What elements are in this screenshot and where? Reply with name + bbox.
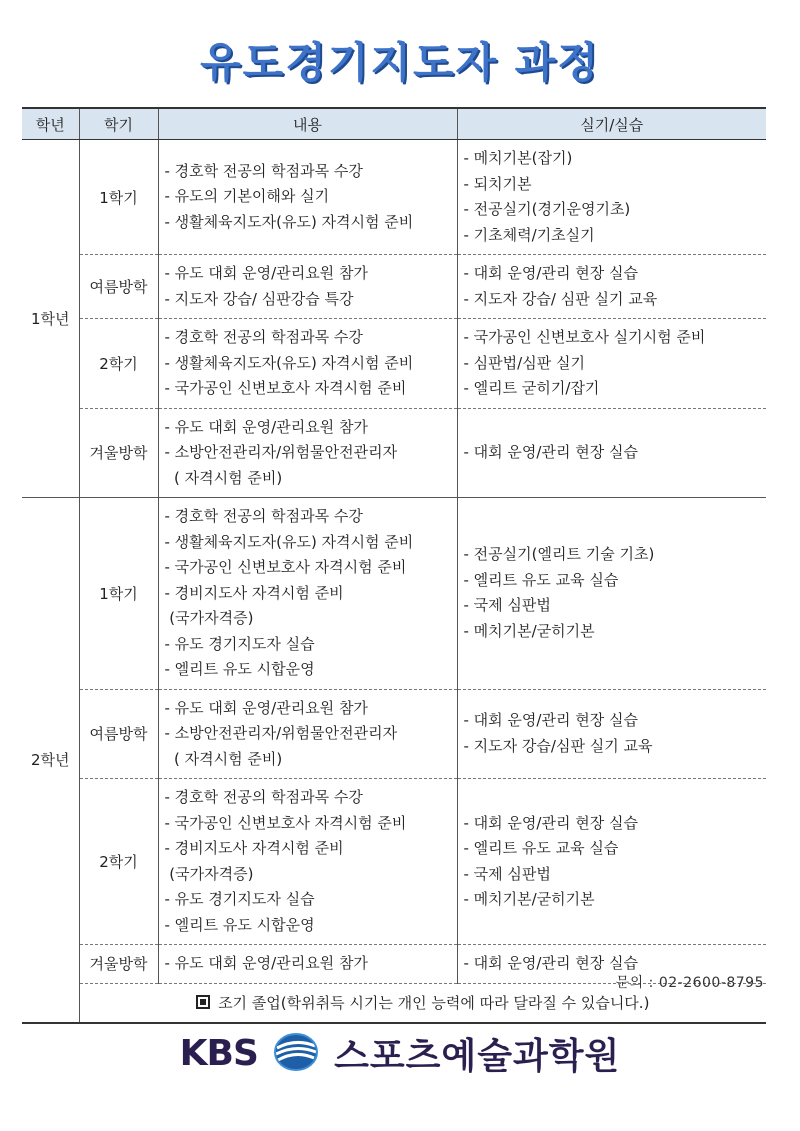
- item-list: [458, 140, 767, 254]
- table-row: [22, 689, 766, 779]
- footer-logo: [0, 1028, 800, 1079]
- table-header-row: [22, 108, 766, 140]
- list-item: - 경비지도사 자격시험 준비: [164, 583, 344, 602]
- list-item: - 유도의 기본이해와 실기: [164, 187, 330, 206]
- list-item: - 생활체육지도자(유도) 자격시험 준비: [164, 353, 414, 372]
- list-item: - 경호학 전공의 학점과목 수강: [164, 507, 363, 525]
- list-item: - 경호학 전공의 학점과목 수강: [164, 328, 363, 346]
- list-item: - 생활체육지도자(유도) 자격시험 준비: [164, 212, 414, 231]
- list-item: - 소방안전관리자/위험물안전관리자: [164, 724, 398, 742]
- item-list: [458, 434, 767, 472]
- semester-label: 1학기: [79, 498, 158, 690]
- semester-label: 1학기: [79, 140, 158, 255]
- item-list: [159, 945, 457, 983]
- list-item: - 생활체육지도자(유도) 자격시험 준비: [164, 532, 414, 551]
- item-list: [458, 255, 767, 318]
- list-item: - 메치기본(잡기): [463, 149, 573, 167]
- kbs-wordmark: KBS: [179, 1033, 258, 1074]
- table-row: [22, 140, 766, 255]
- list-item: - 유도 경기지도자 실습: [164, 890, 315, 908]
- practice-cell: [457, 255, 766, 319]
- list-item: - 엘리트 굳히기/잡기: [463, 379, 600, 397]
- list-item: - 되치기본: [463, 174, 532, 193]
- header-content: 내용: [158, 108, 457, 140]
- list-item: - 대회 운영/관리 현장 실습: [463, 264, 638, 282]
- contact-info: 문의 : 02-2600-8795: [615, 975, 764, 991]
- list-item: - 유도 대회 운영/관리요원 참가: [164, 698, 368, 717]
- organization-name: 스포츠예술과학원: [334, 1036, 621, 1077]
- list-item: - 심판법/심판 실기: [463, 353, 585, 372]
- square-bullet-icon: [196, 995, 210, 1009]
- item-list: [159, 319, 457, 408]
- item-list: [458, 319, 767, 408]
- list-item: - 경호학 전공의 학점과목 수강: [164, 161, 363, 180]
- content-cell: [158, 255, 457, 319]
- list-item: - 엘리트 유도 시합운영: [164, 915, 315, 934]
- header-semester: 학기: [79, 108, 158, 140]
- semester-label: 여름방학: [79, 255, 158, 319]
- list-item: - 유도 경기지도자 실습: [164, 634, 315, 653]
- table-row: [22, 498, 766, 690]
- list-item: - 엘리트 유도 교육 실습: [463, 839, 619, 857]
- content-cell: [158, 945, 457, 984]
- content-cell: [158, 140, 457, 255]
- item-list: [159, 409, 457, 498]
- list-item: (국가자격증): [164, 864, 254, 883]
- list-item: - 유도 대회 운영/관리요원 참가: [164, 417, 368, 436]
- list-item: - 엘리트 유도 시합운영: [164, 660, 315, 678]
- table-row: [22, 319, 766, 409]
- semester-label: 여름방학: [79, 689, 158, 779]
- list-item: - 대회 운영/관리 현장 실습: [463, 443, 638, 461]
- list-item: ( 자격시험 준비): [164, 749, 283, 768]
- list-item: - 대회 운영/관리 현장 실습: [463, 954, 638, 972]
- item-list: [159, 690, 457, 779]
- list-item: - 국제 심판법: [463, 864, 551, 883]
- content-cell: [158, 319, 457, 409]
- item-list: [458, 805, 767, 919]
- practice-cell: [457, 319, 766, 409]
- list-item: - 유도 대회 운영/관리요원 참가: [164, 954, 368, 972]
- table-body: [22, 140, 766, 1023]
- content-cell: [158, 408, 457, 498]
- header-practice: 실기/실습: [457, 108, 766, 140]
- list-item: - 경호학 전공의 학점과목 수강: [164, 788, 363, 806]
- list-item: - 전공실기(경기운영기초): [463, 200, 631, 218]
- year-label: 2학년: [22, 498, 79, 1023]
- list-item: - 국가공인 신변보호사 자격시험 준비: [164, 813, 407, 832]
- practice-cell: [457, 498, 766, 690]
- semester-label: 겨울방학: [79, 408, 158, 498]
- practice-cell: [457, 689, 766, 779]
- curriculum-table: [22, 107, 766, 1024]
- kbs-emblem-icon: [273, 1032, 319, 1076]
- semester-label: 2학기: [79, 779, 158, 945]
- list-item: - 경비지도사 자격시험 준비: [164, 839, 344, 857]
- list-item: - 전공실기(엘리트 기술 기초): [463, 545, 655, 564]
- list-item: - 국제 심판법: [463, 596, 551, 615]
- content-cell: [158, 498, 457, 690]
- table-row: [22, 255, 766, 319]
- practice-cell: [457, 779, 766, 945]
- list-item: - 지도자 강습/ 심판강습 특강: [164, 289, 354, 308]
- list-item: - 지도자 강습/심판 실기 교육: [463, 736, 653, 755]
- list-item: - 엘리트 유도 교육 실습: [463, 570, 619, 589]
- item-list: [458, 702, 767, 765]
- list-item: - 지도자 강습/ 심판 실기 교육: [463, 289, 658, 308]
- semester-label: 겨울방학: [79, 945, 158, 984]
- item-list: [159, 153, 457, 242]
- list-item: - 국가공인 신변보호사 자격시험 준비: [164, 558, 407, 576]
- item-list: [458, 536, 767, 650]
- practice-cell: [457, 408, 766, 498]
- list-item: - 메치기본/굳히기본: [463, 621, 595, 640]
- list-item: - 대회 운영/관리 현장 실습: [463, 711, 638, 730]
- item-list: [159, 498, 457, 689]
- table-row: [22, 408, 766, 498]
- list-item: - 국가공인 신변보호사 실기시험 준비: [463, 328, 706, 346]
- header-year: 학년: [22, 108, 79, 140]
- content-cell: [158, 779, 457, 945]
- practice-cell: [457, 140, 766, 255]
- list-item: - 대회 운영/관리 현장 실습: [463, 813, 638, 832]
- semester-label: 2학기: [79, 319, 158, 409]
- item-list: [159, 779, 457, 944]
- list-item: (국가자격증): [164, 609, 254, 627]
- note-text: 조기 졸업(학위취득 시기는 개인 능력에 따라 달라질 수 있습니다.): [218, 994, 650, 1012]
- content-cell: [158, 689, 457, 779]
- list-item: - 기초체력/기초실기: [463, 225, 595, 244]
- list-item: - 소방안전관리자/위험물안전관리자: [164, 443, 398, 461]
- list-item: - 국가공인 신변보호사 자격시험 준비: [164, 379, 407, 397]
- table-row: [22, 779, 766, 945]
- item-list: [159, 255, 457, 318]
- page-title: 유도경기지도자 과정: [200, 38, 600, 87]
- year-label: 1학년: [22, 140, 79, 498]
- list-item: - 메치기본/굳히기본: [463, 890, 595, 908]
- list-item: ( 자격시험 준비): [164, 468, 283, 487]
- list-item: - 유도 대회 운영/관리요원 참가: [164, 264, 368, 282]
